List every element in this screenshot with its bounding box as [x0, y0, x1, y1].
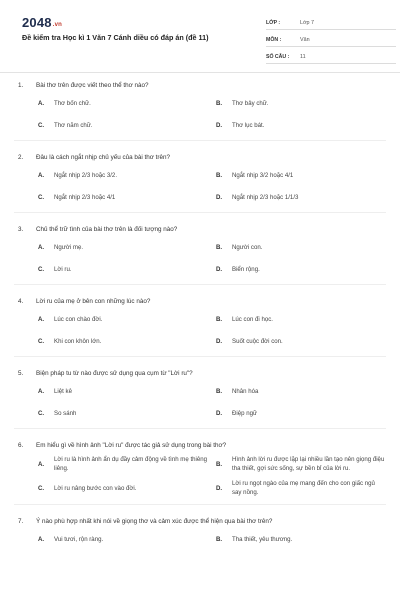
header-divider: [0, 72, 400, 73]
question-number: 3.: [18, 225, 24, 233]
header: [14, 0, 386, 70]
option-text: Người mẹ.: [54, 243, 84, 251]
question-text: Đâu là cách ngắt nhịp chủ yếu của bài thơ trên?: [36, 153, 171, 161]
option-letter: A.: [38, 535, 45, 543]
option-text: Tha thiết, yêu thương.: [232, 535, 293, 543]
question-stem: [14, 438, 386, 452]
option-text: Lúc con chào đời.: [54, 315, 103, 323]
question-number: 6.: [18, 441, 24, 449]
answer-option[interactable]: [38, 114, 208, 136]
question-stem: [14, 514, 386, 528]
option-letter: A.: [38, 387, 45, 395]
question-number: 2.: [18, 153, 24, 161]
answer-option[interactable]: [216, 452, 386, 476]
answer-option[interactable]: [38, 476, 208, 500]
option-text: Biển rộng.: [232, 265, 260, 273]
option-letter: B.: [216, 99, 223, 107]
question-stem: [14, 294, 386, 308]
option-text: Liệt kê: [54, 387, 72, 395]
answer-options: [38, 164, 386, 208]
option-letter: B.: [216, 535, 223, 543]
meta-value: 11: [300, 54, 306, 60]
option-text: Khi con khôn lớn.: [54, 337, 102, 345]
question-4: [14, 294, 386, 357]
answer-option[interactable]: [38, 186, 208, 208]
option-letter: C.: [38, 121, 45, 129]
option-text: Lời ru nâng bước con vào đời.: [54, 484, 137, 492]
option-text: Ngắt nhịp 2/3 hoặc 3/2.: [54, 171, 118, 179]
question-number: 5.: [18, 369, 24, 377]
question-1: [14, 78, 386, 141]
option-letter: C.: [38, 337, 45, 345]
answer-option[interactable]: [38, 402, 208, 424]
question-3: [14, 222, 386, 285]
question-number: 4.: [18, 297, 24, 305]
question-5: [14, 366, 386, 429]
option-text: Lời ru ngọt ngào của mẹ mang đến cho con giấc ngủ say nồng.: [232, 480, 375, 496]
question-number: 7.: [18, 517, 24, 525]
question-number: 1.: [18, 81, 24, 89]
answer-option[interactable]: [216, 236, 386, 258]
option-letter: D.: [216, 193, 223, 201]
option-text: Hình ảnh lời ru được lặp lại nhiều lần tạo nên giọng điệu tha thiết, gợi sức sống, sự bền bỉ của lời ru.: [232, 456, 385, 472]
meta-label: MÔN :: [266, 37, 282, 43]
option-letter: A.: [38, 99, 45, 107]
option-letter: D.: [216, 337, 223, 345]
meta-value: Lớp 7: [300, 20, 315, 26]
answer-option[interactable]: [38, 164, 208, 186]
answer-options: [38, 528, 386, 550]
answer-options: [38, 380, 386, 424]
logo-text: 2048: [22, 15, 52, 30]
option-text: Lời ru.: [54, 265, 72, 273]
answer-option[interactable]: [38, 380, 208, 402]
option-letter: B.: [216, 171, 223, 179]
option-letter: D.: [216, 409, 223, 417]
option-text: Lúc con đi học.: [232, 315, 273, 323]
option-letter: A.: [38, 171, 45, 179]
option-text: Ngắt nhịp 3/2 hoặc 4/1: [232, 171, 294, 179]
option-letter: C.: [38, 409, 45, 417]
option-letter: C.: [38, 193, 45, 201]
option-letter: A.: [38, 243, 45, 251]
option-letter: C.: [38, 265, 45, 273]
question-stem: [14, 366, 386, 380]
answer-option[interactable]: [38, 528, 208, 550]
question-separator: [14, 284, 386, 285]
option-text: Thơ lục bát.: [232, 121, 265, 129]
question-separator: [14, 140, 386, 141]
option-text: Điệp ngữ: [232, 409, 258, 417]
answer-option[interactable]: [216, 258, 386, 280]
question-stem: [14, 222, 386, 236]
option-letter: D.: [216, 484, 223, 492]
question-text: Ý nào phù hợp nhất khi nói về giọng thơ và cảm xúc được thể hiện qua bài thơ trên?: [36, 517, 273, 525]
option-text: Suốt cuộc đời con.: [232, 337, 283, 345]
question-6: [14, 438, 386, 505]
site-logo[interactable]: [22, 15, 62, 30]
option-text: Nhân hóa: [232, 387, 259, 395]
question-stem: [14, 150, 386, 164]
question-separator: [14, 428, 386, 429]
option-text: Ngắt nhịp 2/3 hoặc 1/1/3: [232, 193, 299, 201]
answer-option[interactable]: [216, 380, 386, 402]
meta-label: SỐ CÂU :: [266, 54, 290, 60]
logo-suffix: .vn: [52, 22, 63, 28]
option-letter: B.: [216, 387, 223, 395]
question-text: Bài thơ trên được viết theo thể thơ nào?: [36, 81, 149, 89]
answer-option[interactable]: [38, 452, 208, 476]
option-letter: D.: [216, 121, 223, 129]
option-text: Thơ bốn chữ.: [54, 99, 91, 107]
question-separator: [14, 356, 386, 357]
option-text: Người con.: [232, 243, 263, 251]
option-text: Ngắt nhịp 2/3 hoặc 4/1: [54, 193, 116, 201]
option-letter: B.: [216, 460, 223, 468]
answer-option[interactable]: [216, 92, 386, 114]
question-7: [14, 514, 386, 550]
option-letter: D.: [216, 265, 223, 273]
answer-option[interactable]: [38, 92, 208, 114]
option-text: Lời ru là hình ảnh ẩn dụ đầy cảm động về tình mẹ thiêng liêng.: [54, 456, 208, 472]
answer-option[interactable]: [216, 330, 386, 352]
page-title: Đề kiểm tra Học kì 1 Văn 7 Cánh diều có đáp án (đề 11): [22, 33, 209, 42]
answer-option[interactable]: [38, 236, 208, 258]
answer-options: [38, 236, 386, 280]
question-stem: [14, 78, 386, 92]
meta-row-subject: [266, 31, 396, 47]
answer-option[interactable]: [216, 164, 386, 186]
exam-meta: [266, 14, 396, 65]
option-letter: A.: [38, 460, 45, 468]
option-letter: C.: [38, 484, 45, 492]
answer-options: [38, 308, 386, 352]
answer-option[interactable]: [216, 114, 386, 136]
answer-option[interactable]: [216, 186, 386, 208]
meta-value: Văn: [300, 37, 310, 43]
question-text: Lời ru của mẹ ở bên con những lúc nào?: [36, 297, 151, 305]
option-text: Vui tươi, rộn ràng.: [54, 535, 104, 543]
answer-option[interactable]: [38, 330, 208, 352]
answer-options: [38, 452, 386, 500]
option-text: Thơ bảy chữ.: [232, 99, 269, 107]
answer-option[interactable]: [216, 402, 386, 424]
meta-row-count: [266, 48, 396, 64]
question-separator: [14, 212, 386, 213]
option-text: Thơ năm chữ.: [54, 121, 93, 129]
option-letter: B.: [216, 243, 223, 251]
answer-option[interactable]: [38, 258, 208, 280]
answer-option[interactable]: [216, 308, 386, 330]
option-text: So sánh: [54, 409, 77, 417]
question-text: Biện pháp tu từ nào được sử dụng qua cụm từ "Lời ru"?: [36, 369, 193, 377]
answer-option[interactable]: [38, 308, 208, 330]
meta-label: LỚP :: [266, 20, 281, 26]
question-text: Chủ thể trữ tình của bài thơ trên là đối tượng nào?: [36, 225, 178, 233]
option-letter: B.: [216, 315, 223, 323]
answer-options: [38, 92, 386, 136]
question-2: [14, 150, 386, 213]
answer-option[interactable]: [216, 528, 386, 550]
question-text: Em hiểu gì về hình ảnh "Lời ru" được tác giả sử dụng trong bài thơ?: [36, 441, 227, 449]
option-letter: A.: [38, 315, 45, 323]
meta-row-class: [266, 14, 396, 30]
question-list: [14, 78, 386, 559]
question-separator: [14, 504, 386, 505]
answer-option[interactable]: [216, 476, 386, 500]
